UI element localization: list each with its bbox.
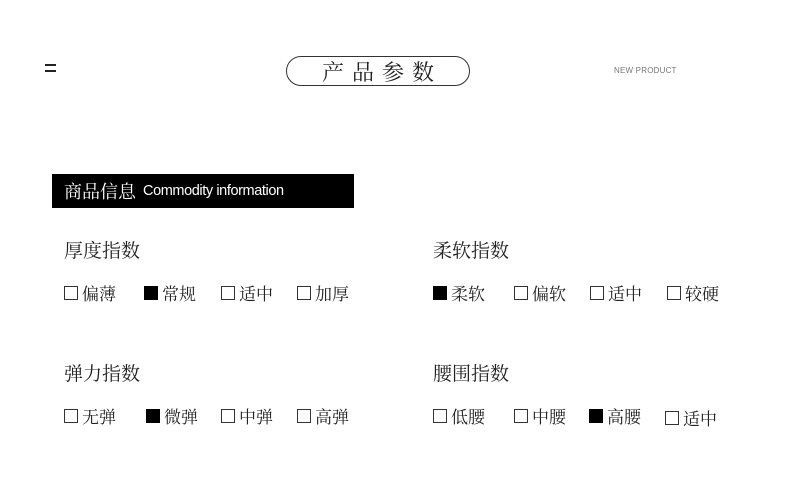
menu-icon bbox=[45, 64, 56, 73]
option-item bbox=[297, 280, 349, 305]
checkbox-icon bbox=[590, 286, 604, 300]
option-item bbox=[221, 280, 273, 305]
checkbox-icon bbox=[221, 409, 235, 423]
checkbox-checked-icon bbox=[433, 286, 447, 300]
section-softness bbox=[433, 236, 719, 305]
option-item bbox=[144, 280, 196, 305]
option-label: 高腰 bbox=[607, 408, 641, 428]
section-heading: 厚度指数 bbox=[64, 240, 141, 262]
section-heading: 柔软指数 bbox=[433, 240, 510, 262]
option-item bbox=[589, 403, 641, 428]
option-label: 适中 bbox=[683, 410, 717, 430]
checkbox-icon bbox=[514, 409, 528, 423]
option-label: 中弹 bbox=[239, 408, 273, 428]
page-title: 产品参数 bbox=[286, 56, 470, 86]
checkbox-icon bbox=[433, 409, 447, 423]
option-label: 柔软 bbox=[451, 285, 485, 305]
checkbox-checked-icon bbox=[146, 409, 160, 423]
new-product-caption: NEW PRODUCT bbox=[614, 66, 677, 75]
option-item bbox=[433, 280, 485, 305]
option-item bbox=[514, 403, 566, 428]
option-label: 偏软 bbox=[532, 285, 566, 305]
checkbox-icon bbox=[667, 286, 681, 300]
option-item bbox=[297, 403, 349, 428]
section-thickness bbox=[64, 236, 349, 305]
option-label: 常规 bbox=[162, 285, 196, 305]
option-item bbox=[667, 280, 719, 305]
option-label: 偏薄 bbox=[82, 285, 116, 305]
commodity-info-banner bbox=[52, 174, 354, 208]
option-item bbox=[665, 405, 717, 430]
section-waist bbox=[433, 359, 717, 430]
checkbox-icon bbox=[665, 411, 679, 425]
option-label: 较硬 bbox=[685, 285, 719, 305]
checkbox-checked-icon bbox=[144, 286, 158, 300]
option-item bbox=[590, 280, 642, 305]
banner-title-en: Commodity information bbox=[143, 183, 284, 199]
option-item bbox=[146, 403, 198, 428]
banner-title-cn: 商品信息 bbox=[64, 182, 136, 203]
option-label: 微弹 bbox=[164, 408, 198, 428]
option-item bbox=[433, 403, 485, 428]
section-heading: 腰围指数 bbox=[433, 363, 510, 385]
option-label: 适中 bbox=[239, 285, 273, 305]
section-heading: 弹力指数 bbox=[64, 363, 141, 385]
option-item bbox=[64, 280, 116, 305]
checkbox-icon bbox=[297, 409, 311, 423]
section-elasticity bbox=[64, 359, 349, 428]
option-item bbox=[514, 280, 566, 305]
checkbox-checked-icon bbox=[589, 409, 603, 423]
checkbox-icon bbox=[514, 286, 528, 300]
option-label: 中腰 bbox=[532, 408, 566, 428]
checkbox-icon bbox=[297, 286, 311, 300]
option-label: 低腰 bbox=[451, 408, 485, 428]
checkbox-icon bbox=[221, 286, 235, 300]
option-label: 无弹 bbox=[82, 408, 116, 428]
option-label: 适中 bbox=[608, 285, 642, 305]
option-item bbox=[64, 403, 116, 428]
checkbox-icon bbox=[64, 409, 78, 423]
option-label: 加厚 bbox=[315, 285, 349, 305]
option-label: 高弹 bbox=[315, 408, 349, 428]
option-item bbox=[221, 403, 273, 428]
checkbox-icon bbox=[64, 286, 78, 300]
